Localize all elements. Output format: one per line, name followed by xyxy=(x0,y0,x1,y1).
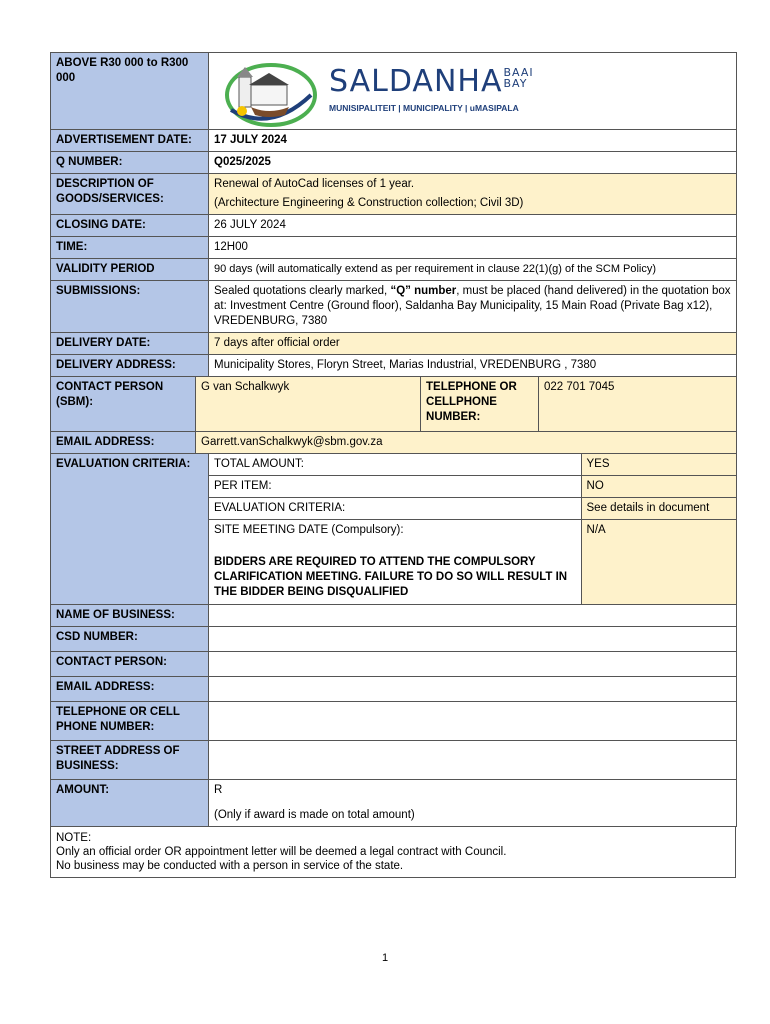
street-address-field[interactable] xyxy=(209,741,737,780)
submissions-text-b: , must be placed (hand delivered) in the quotation box at: Investment Centre (Ground floor), Saldanha Bay Municipality, 15 Main Road (Private Bag x12), VREDENBURG, 7380 xyxy=(214,285,731,327)
evaluation-row xyxy=(209,498,736,520)
time-value: 12H00 xyxy=(209,237,737,259)
advertisement-date-label: ADVERTISEMENT DATE: xyxy=(51,130,209,152)
delivery-date-value: 7 days after official order xyxy=(209,333,737,355)
csd-number-field[interactable] xyxy=(209,627,737,652)
note-line-2: No business may be conducted with a person in service of the state. xyxy=(56,860,404,872)
telephone-label: TELEPHONE OR CELLPHONE NUMBER: xyxy=(421,377,539,432)
closing-date-value: 26 JULY 2024 xyxy=(209,215,737,237)
municipality-logo xyxy=(209,53,736,129)
logo-subtitle: MUNISIPALITEIT | MUNICIPALITY | uMASIPALA xyxy=(329,102,519,113)
closing-date-label: CLOSING DATE: xyxy=(51,215,209,237)
csd-number-label: CSD NUMBER: xyxy=(51,627,209,652)
street-address-label: STREET ADDRESS OF BUSINESS: xyxy=(51,741,209,780)
bidder-phone-field[interactable] xyxy=(209,702,737,741)
description-line-2: (Architecture Engineering & Construction collection; Civil 3D) xyxy=(214,197,524,209)
business-name-field[interactable] xyxy=(209,605,737,627)
description-label: DESCRIPTION OF GOODS/SERVICES: xyxy=(51,174,209,215)
contact-person-value: G van Schalkwyk xyxy=(196,377,421,432)
form-table xyxy=(50,52,737,827)
evaluation-item-value: N/A xyxy=(581,520,736,605)
submissions-label: SUBMISSIONS: xyxy=(51,281,209,333)
evaluation-item-value: See details in document xyxy=(581,498,736,520)
quotation-form xyxy=(50,52,736,878)
contact-person-label: CONTACT PERSON (SBM): xyxy=(51,377,196,432)
note-title: NOTE: xyxy=(56,832,92,844)
note-block xyxy=(50,827,736,878)
telephone-value: 022 701 7045 xyxy=(539,377,737,432)
site-meeting-warning: BIDDERS ARE REQUIRED TO ATTEND THE COMPULSORY CLARIFICATION MEETING. FAILURE TO DO SO WILL RESULT IN THE BIDDER BEING DISQUALIFIED xyxy=(209,552,581,604)
q-number-label: Q NUMBER: xyxy=(51,152,209,174)
email-address-label: EMAIL ADDRESS: xyxy=(51,432,196,454)
delivery-address-label: DELIVERY ADDRESS: xyxy=(51,355,209,377)
evaluation-item-name: EVALUATION CRITERIA: xyxy=(209,498,581,520)
evaluation-row xyxy=(209,476,736,498)
logo-name: SALDANHA xyxy=(329,63,503,99)
delivery-date-label: DELIVERY DATE: xyxy=(51,333,209,355)
logo-wordmark xyxy=(329,63,534,116)
amount-label: AMOUNT: xyxy=(51,780,209,827)
note-line-1: Only an official order OR appointment letter will be deemed a legal contract with Council. xyxy=(56,846,507,858)
evaluation-criteria-block xyxy=(209,454,737,605)
logo-emblem-icon xyxy=(211,55,321,127)
evaluation-item-value: YES xyxy=(581,454,736,476)
bidder-contact-person-field[interactable] xyxy=(209,652,737,677)
validity-period-value: 90 days (will automatically extend as per requirement in clause 22(1)(g) of the SCM Policy) xyxy=(209,259,737,281)
header-logo-cell xyxy=(209,53,737,130)
amount-field[interactable] xyxy=(209,780,737,827)
delivery-address-value: Municipality Stores, Floryn Street, Marias Industrial, VREDENBURG , 7380 xyxy=(209,355,737,377)
logo-bay: BAY xyxy=(503,76,528,90)
amount-currency: R xyxy=(214,784,223,796)
description-value xyxy=(209,174,737,215)
logo-baai: BAAI xyxy=(503,65,534,79)
email-address-value: Garrett.vanSchalkwyk@sbm.gov.za xyxy=(196,432,737,454)
evaluation-row xyxy=(209,454,736,476)
submissions-text-a: Sealed quotations clearly marked, xyxy=(214,285,391,297)
evaluation-item-value: NO xyxy=(581,476,736,498)
bidder-phone-label: TELEPHONE OR CELL PHONE NUMBER: xyxy=(51,702,209,741)
submissions-q-number: “Q” number xyxy=(390,285,457,297)
business-name-label: NAME OF BUSINESS: xyxy=(51,605,209,627)
bidder-email-label: EMAIL ADDRESS: xyxy=(51,677,209,702)
description-line-1: Renewal of AutoCad licenses of 1 year. xyxy=(214,178,415,190)
bidder-email-field[interactable] xyxy=(209,677,737,702)
evaluation-item-name: PER ITEM: xyxy=(209,476,581,498)
q-number-value: Q025/2025 xyxy=(209,152,737,174)
evaluation-item-name: SITE MEETING DATE (Compulsory): xyxy=(209,520,581,553)
advertisement-date-value: 17 JULY 2024 xyxy=(209,130,737,152)
submissions-value xyxy=(209,281,737,333)
validity-period-label: VALIDITY PERIOD xyxy=(51,259,209,281)
amount-note: (Only if award is made on total amount) xyxy=(214,809,415,821)
price-range-title: ABOVE R30 000 to R300 000 xyxy=(51,53,209,130)
page-number: 1 xyxy=(381,952,389,964)
evaluation-grid xyxy=(209,454,736,604)
evaluation-criteria-label: EVALUATION CRITERIA: xyxy=(51,454,209,605)
time-label: TIME: xyxy=(51,237,209,259)
bidder-contact-person-label: CONTACT PERSON: xyxy=(51,652,209,677)
evaluation-item-name: TOTAL AMOUNT: xyxy=(209,454,581,476)
evaluation-row xyxy=(209,520,736,553)
